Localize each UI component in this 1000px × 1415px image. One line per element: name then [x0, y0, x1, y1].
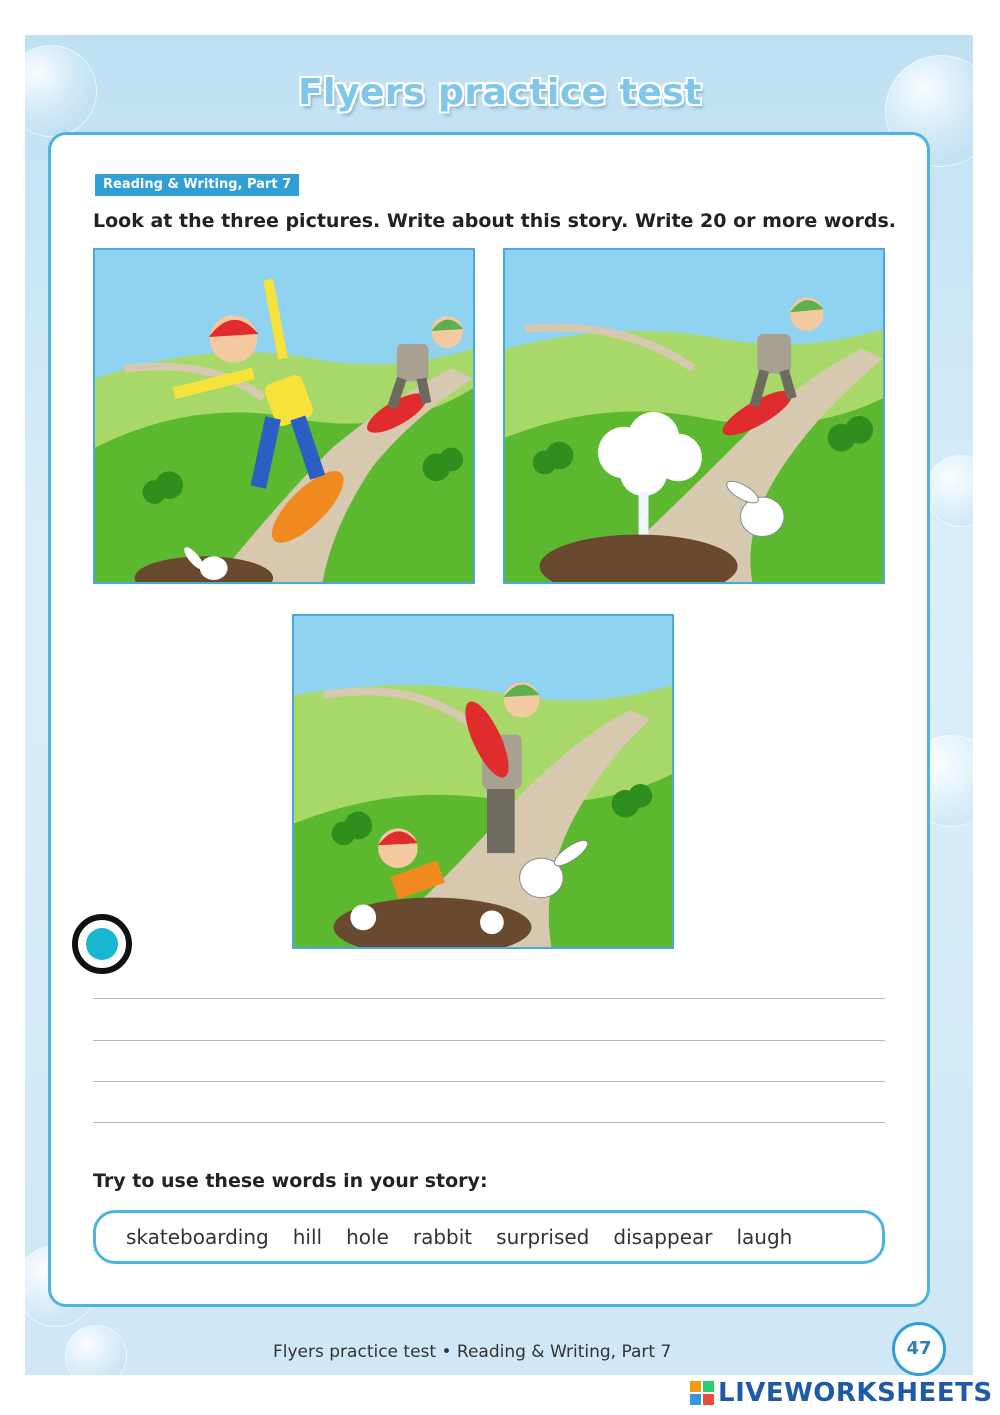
word-hint-box: [93, 1210, 885, 1264]
word-hint-label: Try to use these words in your story:: [93, 1170, 488, 1192]
story-picture-2: [503, 248, 885, 584]
hint-word: disappear: [613, 1225, 713, 1249]
liveworksheets-logo-icon: [690, 1381, 714, 1405]
hint-word: hill: [292, 1225, 323, 1249]
picture-2-illustration: [505, 250, 883, 582]
bubble-decoration: [65, 1325, 127, 1375]
bubble-decoration: [925, 455, 973, 527]
hint-word: laugh: [736, 1225, 793, 1249]
story-answer-input[interactable]: [93, 990, 885, 1130]
story-picture-3: [292, 614, 674, 949]
picture-1-illustration: [95, 250, 473, 582]
hint-word: rabbit: [412, 1225, 473, 1249]
hint-word: skateboarding: [126, 1225, 269, 1249]
answer-record-button[interactable]: [72, 914, 132, 974]
section-tag: Reading & Writing, Part 7: [95, 174, 299, 196]
page-title: Flyers practice test: [298, 72, 702, 113]
instructions-text: Look at the three pictures. Write about this story. Write 20 or more words.: [93, 210, 896, 232]
hint-word: hole: [346, 1225, 389, 1249]
brand-name: LIVEWORKSHEETS: [718, 1378, 993, 1408]
footer-text: Flyers practice test • Reading & Writing, Part 7: [273, 1342, 672, 1362]
brand-watermark: [690, 1378, 993, 1408]
page-number: 47: [892, 1322, 946, 1376]
story-picture-1: [93, 248, 475, 584]
picture-3-illustration: [294, 616, 672, 947]
hint-word: surprised: [496, 1225, 590, 1249]
